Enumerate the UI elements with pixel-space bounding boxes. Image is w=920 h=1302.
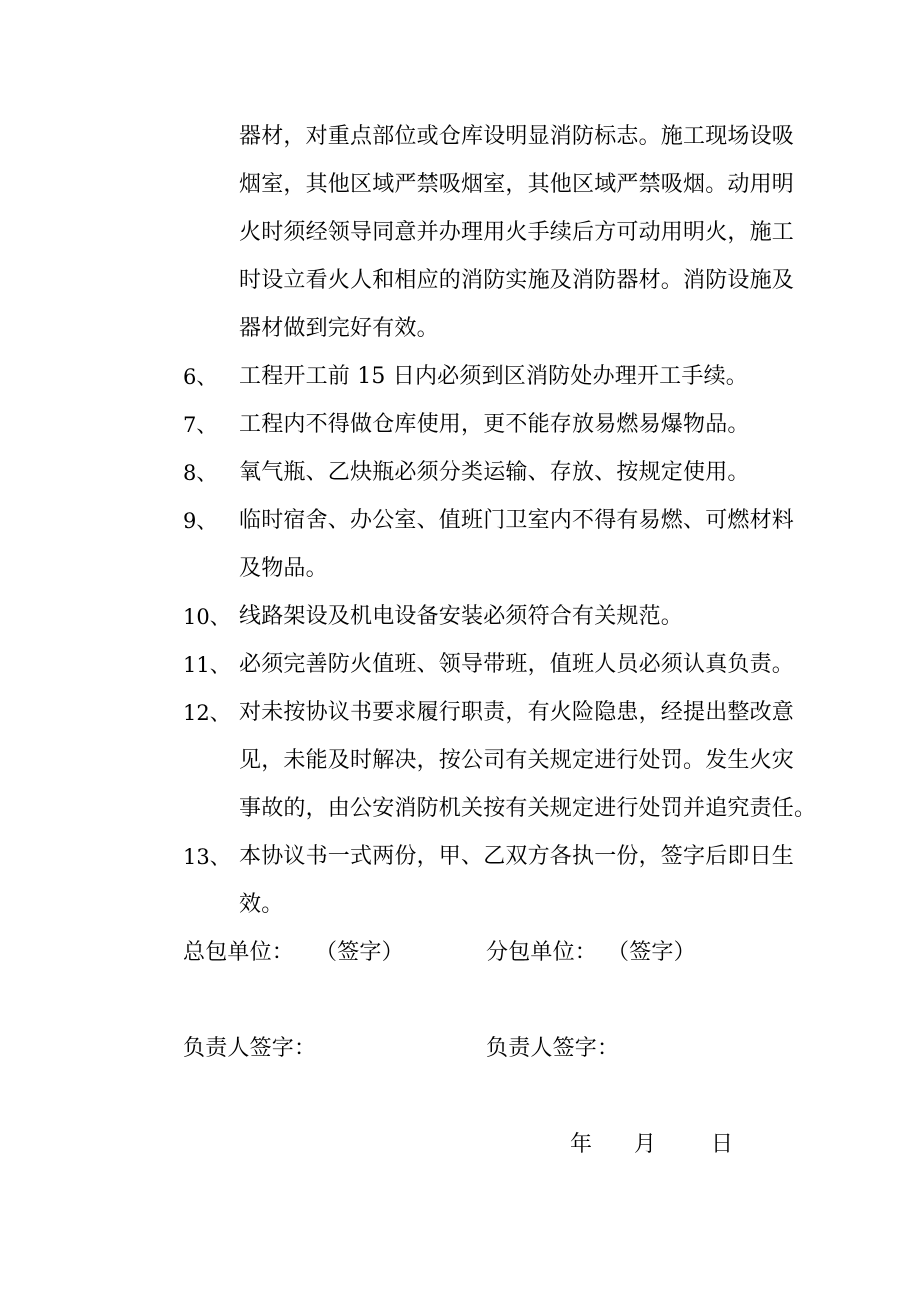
date-month: 月 <box>634 1132 657 1157</box>
item-12-line-2: 见，未能及时解决，按公司有关规定进行处罚。发生火灾 <box>239 748 795 773</box>
intro-line-1: 器材，对重点部位或仓库设明显消防标志。施工现场设吸 <box>239 124 795 149</box>
item-11-line-1: 必须完善防火值班、领导带班，值班人员必须认真负责。 <box>239 652 795 677</box>
general-contractor-sign: （签字） <box>315 940 404 965</box>
item-number-7: 7、 <box>183 413 218 437</box>
item-10-line-1: 线路架设及机电设备安装必须符合有关规范。 <box>239 604 684 629</box>
subcontractor-label: 分包单位： <box>486 940 598 965</box>
item-12-line-3: 事故的，由公安消防机关按有关规定进行处罚并追究责任。 <box>239 796 817 821</box>
item-13-line-2: 效。 <box>239 892 284 917</box>
item-12-line-1: 对未按协议书要求履行职责，有火险隐患，经提出整改意 <box>239 700 795 725</box>
item-number-13: 13、 <box>183 845 231 869</box>
date-day: 日 <box>711 1132 734 1157</box>
person-in-charge-left-label: 负责人签字： <box>183 1036 317 1061</box>
subcontractor-sign: （签字） <box>607 940 696 965</box>
item-9-line-2: 及物品。 <box>239 556 328 581</box>
item-number-10: 10、 <box>183 605 231 629</box>
item-13-line-1: 本协议书一式两份，甲、乙双方各执一份，签字后即日生 <box>239 844 795 869</box>
item-number-8: 8、 <box>183 461 218 485</box>
intro-line-5: 器材做到完好有效。 <box>239 316 439 341</box>
item-number-9: 9、 <box>183 509 218 533</box>
item-number-12: 12、 <box>183 701 231 725</box>
item-8-line-1: 氧气瓶、乙炔瓶必须分类运输、存放、按规定使用。 <box>239 460 750 485</box>
item-9-line-1: 临时宿舍、办公室、值班门卫室内不得有易燃、可燃材料 <box>239 508 795 533</box>
item-number-6: 6、 <box>183 365 218 389</box>
item-6-line-1: 工程开工前 15 日内必须到区消防处办理开工手续。 <box>239 364 748 389</box>
date-year: 年 <box>570 1132 593 1157</box>
general-contractor-label: 总包单位： <box>183 940 295 965</box>
item-7-line-1: 工程内不得做仓库使用，更不能存放易燃易爆物品。 <box>239 412 750 437</box>
intro-line-3: 火时须经领导同意并办理用火手续后方可动用明火，施工 <box>239 220 795 245</box>
intro-line-4: 时设立看火人和相应的消防实施及消防器材。消防设施及 <box>239 268 795 293</box>
person-in-charge-right-label: 负责人签字： <box>486 1036 620 1061</box>
item-number-11: 11、 <box>183 653 231 677</box>
intro-line-2: 烟室，其他区域严禁吸烟室，其他区域严禁吸烟。动用明 <box>239 172 795 197</box>
